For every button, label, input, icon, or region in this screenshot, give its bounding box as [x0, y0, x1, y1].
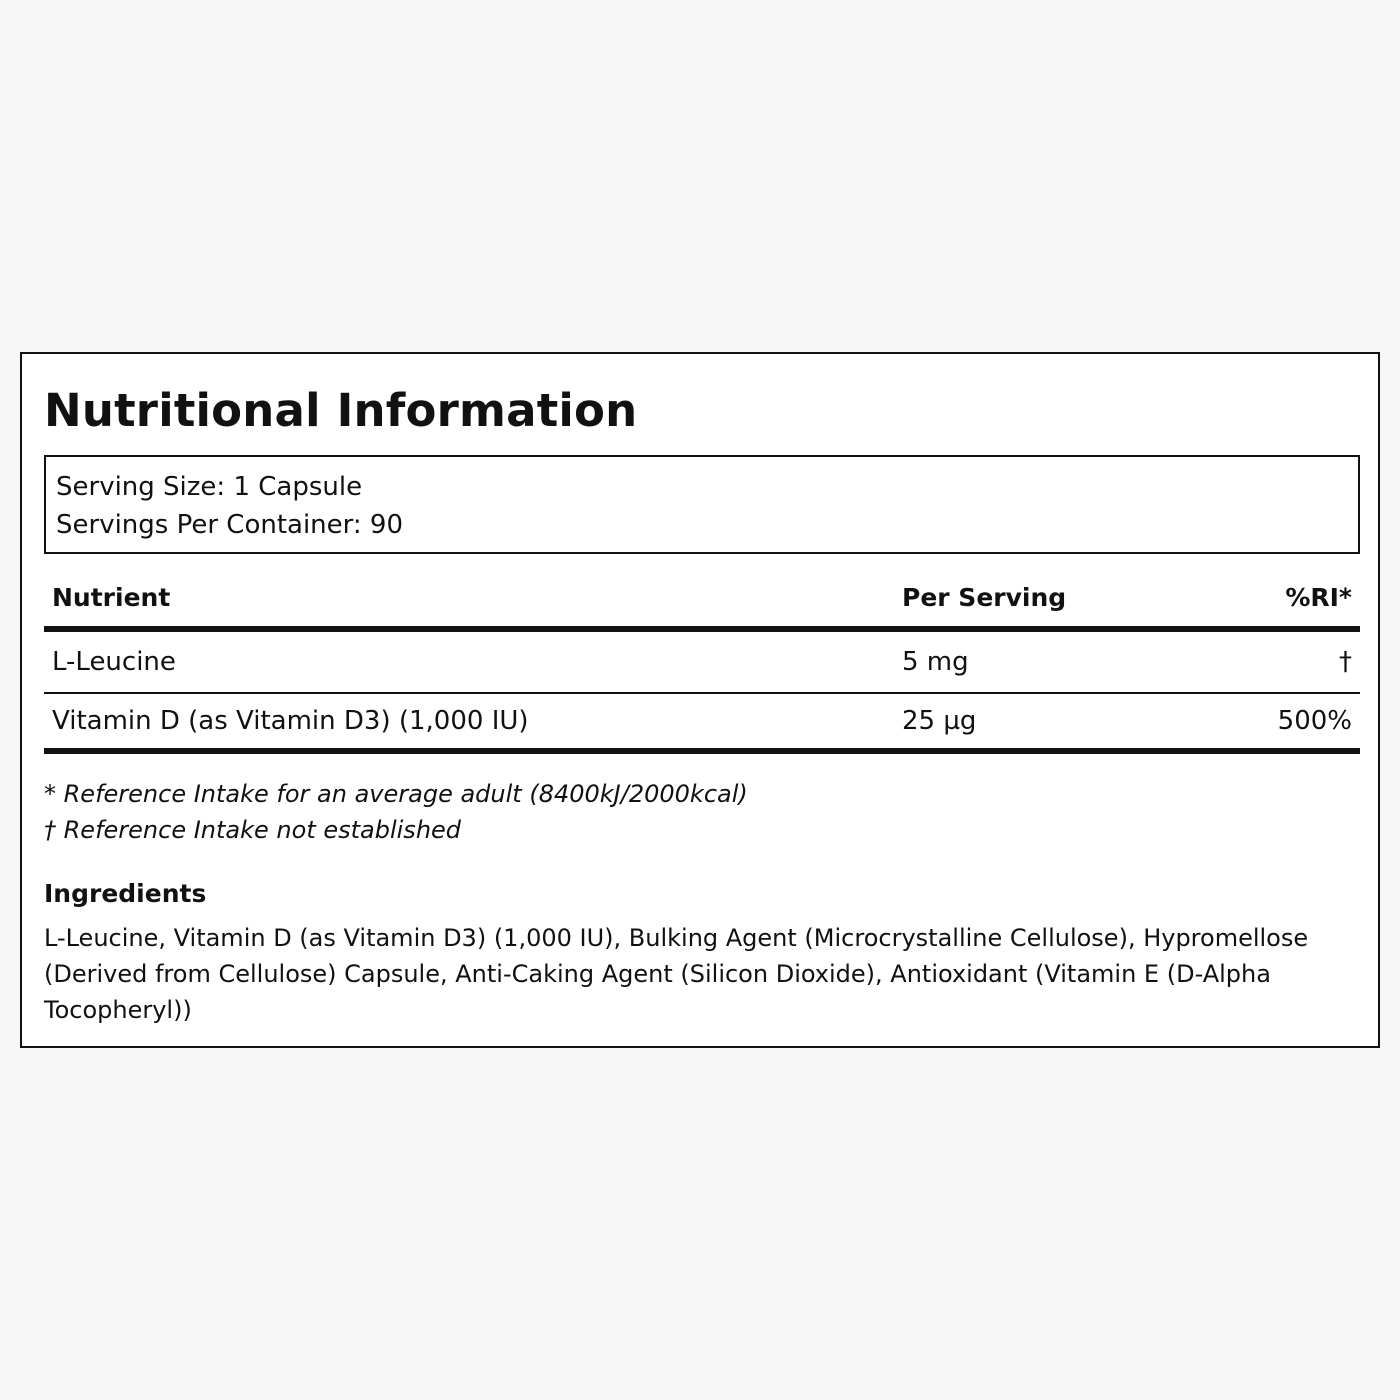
table-row: [44, 632, 1360, 692]
header-nutrient: Nutrient: [52, 583, 171, 612]
nutrient-name: L-Leucine: [52, 647, 176, 677]
nutrient-name: Vitamin D (as Vitamin D3) (1,000 IU): [52, 706, 529, 736]
serving-info-box: [44, 455, 1360, 554]
nutrient-per-serving: 5 mg: [902, 647, 969, 677]
ingredients-text: L-Leucine, Vitamin D (as Vitamin D3) (1,000 IU), Bulking Agent (Microcrystalline Cellulose), Hypromellose (Derived from Cellulose) Capsule, Anti-Caking Agent (Silicon Dioxide), Antioxidant (Vitamin E (D-Alpha Tocopheryl)): [44, 924, 1309, 1024]
servings-per-container: Servings Per Container: 90: [56, 510, 404, 540]
nutrient-ri: †: [1339, 647, 1352, 677]
header-ri: %RI*: [1285, 583, 1352, 612]
table-header-row: [44, 576, 1360, 626]
nutrient-per-serving: 25 µg: [902, 706, 977, 736]
table-bottom-rule: [44, 748, 1360, 754]
nutrition-label-panel: [20, 352, 1380, 1048]
header-per-serving: Per Serving: [902, 583, 1067, 612]
serving-size: Serving Size: 1 Capsule: [56, 472, 363, 502]
footnote-ri-not-established: † Reference Intake not established: [44, 816, 462, 844]
nutrient-table: [44, 576, 1360, 754]
footnote-ri-reference: * Reference Intake for an average adult (8400kJ/2000kcal): [44, 780, 748, 808]
ingredients-heading: Ingredients: [44, 879, 207, 908]
label-title: Nutritional Information: [44, 384, 638, 437]
footnotes: [44, 776, 748, 848]
nutrient-ri: 500%: [1277, 706, 1352, 736]
table-row: [44, 694, 1360, 748]
